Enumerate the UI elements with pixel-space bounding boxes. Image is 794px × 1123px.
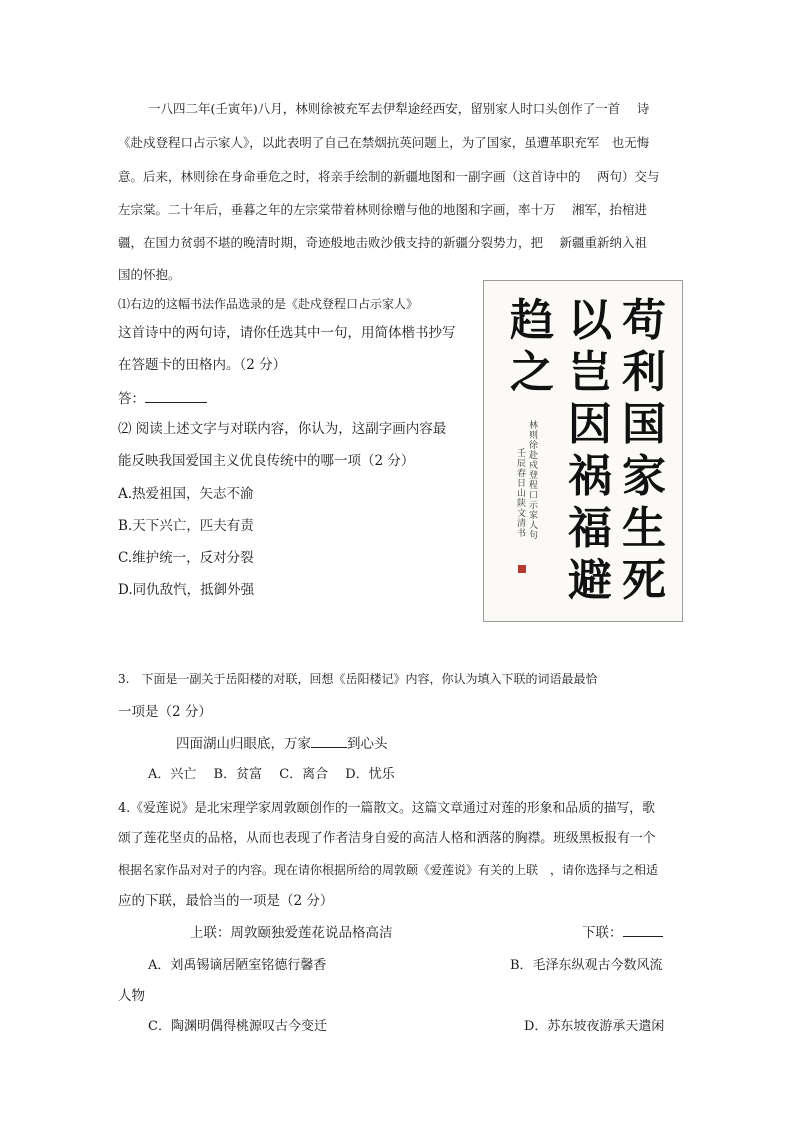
q4-line: 应的下联，最恰当的一项是（2 分） [118,893,334,909]
calligraphy-column-right: 苟利国家生死 [622,295,666,606]
q4-option-d: D．苏东坡夜游承天遣闲 [524,1019,665,1034]
calligraphy-column-left: 趋之 [510,295,554,398]
q2-line: ⑵ 阅读上述文字与对联内容，你认为，这副字画内容最 [118,421,447,437]
q4-upper-couplet: 上联：周敦颐独爱莲花说品格高洁 [190,925,393,941]
q2-line: 能反映我国爱国主义优良传统中的哪一项（2 分） [118,453,415,469]
intro-line: 疆，在国力贫弱不堪的晚清时期，奇迹般地击败沙俄支持的新疆分裂势力，把 新疆重新纳入祖 [118,235,647,250]
q1-answer [118,388,207,408]
intro-line: 《赴戍登程口占示家人》，以此表明了自己在禁烟抗英问题上，为了国家，虽遭革职充军 也无悔 [118,135,650,150]
couplet-blank[interactable] [311,735,347,748]
calligraphy-inscription: 壬辰春日山陕文清书 [516,449,526,539]
q1-line: ⑴右边的这幅书法作品选录的是《赴戍登程口占示家人》 [118,297,419,311]
q4-option-b-cont: 人物 [118,988,145,1004]
lower-label: 下联： [582,925,623,941]
answer-blank[interactable] [145,388,207,403]
calligraphy-inscription: 林则徐赴戍登程口示家人句 [528,421,538,541]
q3-couplet [176,735,388,753]
lower-blank[interactable] [623,924,663,937]
q2-option: A.热爱祖国，矢志不渝 [118,486,254,502]
q4-line: 颂了莲花坚贞的品格，从而也表现了作者洁身自爱的高洁人格和洒落的胸襟。班级黑板报有一个 [118,831,656,846]
q1-line: 这首诗中的两句诗，请你任选其中一句，用简体楷书抄写 [118,325,456,341]
calligraphy-column-middle: 以岂因祸福避 [568,295,612,606]
couplet-prefix: 四面湖山归眼底，万家 [176,736,311,752]
couplet-suffix: 到心头 [347,736,388,752]
q4-line: 根据名家作品对对子的内容。现在请你根据所给的周敦颐《爱莲说》有关的上联 ，请你选择与之相适 [118,863,659,877]
seal-stamp-icon [518,565,526,573]
q4-option-b: B．毛泽东纵观古今数风流 [510,958,663,973]
q4-option-c: C．陶渊明偶得桃源叹古今变迁 [148,1019,327,1034]
q4-line: 4.《爱莲说》是北宋理学家周敦颐创作的一篇散文。这篇文章通过对莲的形象和品质的描写，歌 [118,801,655,816]
q2-option: C.维护统一，反对分裂 [118,550,254,566]
q3-options: A．兴亡 B．贫富 C．离合 D．忧乐 [148,767,395,782]
intro-line: 左宗棠。二十年后，垂暮之年的左宗棠带着林则徐赠与他的地图和字画，率十万 湘军，抬棺进 [118,202,647,217]
intro-line: 意。后来，林则徐在身命垂危之时，将亲手绘制的新疆地图和一副字画（这首诗中的 两句）交与 [118,169,660,184]
intro-line: 国的怀抱。 [118,267,181,282]
answer-label: 答： [118,391,145,407]
q4-option-a: A．刘禹锡谪居陋室铭德行馨香 [148,958,327,973]
q2-option: B.天下兴亡，匹夫有责 [118,518,254,534]
q3-line: 3. 下面是一副关于岳阳楼的对联，回想《岳阳楼记》内容，你认为填入下联的词语最最恰 [118,672,598,686]
q3-line: 一项是（2 分） [118,704,212,720]
q2-option: D.同仇敌忾，抵御外强 [118,582,255,598]
calligraphy-scroll [483,280,683,622]
q1-line: 在答题卡的田格内。（2 分） [118,357,287,373]
q4-lower-couplet [582,924,663,942]
intro-line: 一八四二年(壬寅年)八月，林则徐被充军去伊犁途经西安，留别家人时口头创作了一首 诗 [148,101,650,116]
